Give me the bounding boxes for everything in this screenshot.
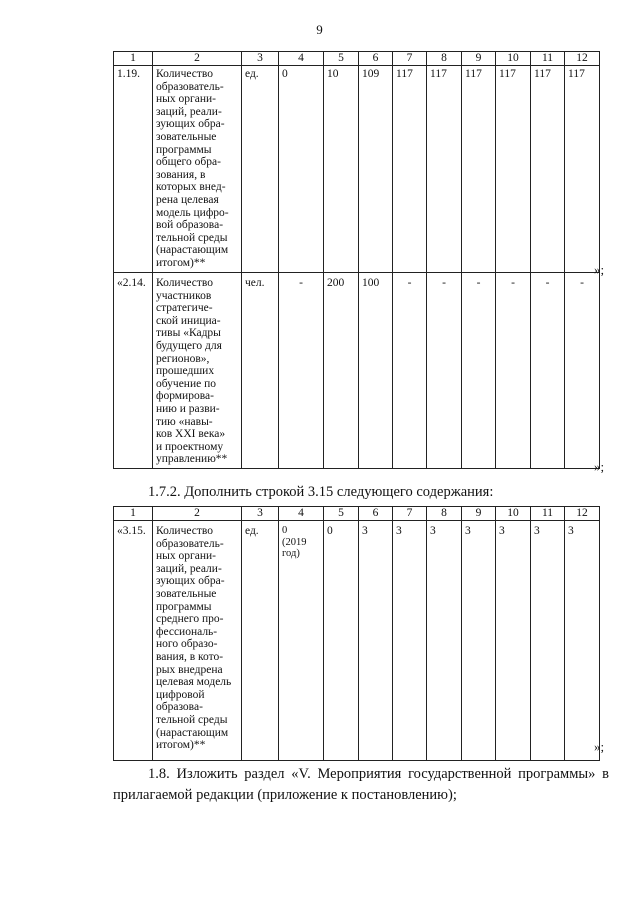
value-cell: 0 (324, 521, 359, 761)
value-cell: 3 (565, 521, 600, 761)
col-header: 11 (531, 507, 565, 521)
paragraph-1-8: 1.8. Изложить раздел «V. Мероприятия государственной программы» в прилагаемой редакции (приложение к постановлению); (113, 766, 609, 803)
value-cell: 100 (359, 273, 393, 469)
value-cell: 3 (462, 521, 496, 761)
value-cell: 3 (359, 521, 393, 761)
col-header: 1 (114, 52, 153, 66)
value-cell: 0 (2019 год) (279, 521, 324, 761)
table-row (114, 273, 600, 469)
col-header: 12 (565, 52, 600, 66)
value-cell: 3 (496, 521, 531, 761)
col-header: 8 (427, 52, 462, 66)
value-cell: - (279, 273, 324, 469)
row-number: 1.19. (114, 66, 153, 273)
indicator-name: Количество образователь- ных органи- заций, реали- зующих обра- зовательные программы среднего про- фессиональ- ного образо- вания, в кото- рых внедрена целевая модель цифровой образова- тельной среды (нарастающим итогом)** (153, 521, 242, 761)
value-cell: - (565, 273, 600, 469)
value-cell: 10 (324, 66, 359, 273)
value-cell: 117 (427, 66, 462, 273)
col-header: 6 (359, 52, 393, 66)
col-header: 2 (153, 507, 242, 521)
value-cell: 3 (531, 521, 565, 761)
value-cell: - (393, 273, 427, 469)
unit: ед. (242, 66, 279, 273)
indicators-table-1 (113, 51, 600, 469)
value-cell: 117 (496, 66, 531, 273)
row-closer: »; (594, 739, 605, 754)
col-header: 5 (324, 52, 359, 66)
col-header: 9 (462, 507, 496, 521)
paragraph-1-7-2: 1.7.2. Дополнить строкой 3.15 следующего содержания: (148, 484, 494, 500)
unit: чел. (242, 273, 279, 469)
row-number: «2.14. (114, 273, 153, 469)
value-cell: 109 (359, 66, 393, 273)
table-header-row (114, 507, 600, 521)
value-cell: - (462, 273, 496, 469)
col-header: 3 (242, 507, 279, 521)
value-cell: 3 (393, 521, 427, 761)
col-header: 1 (114, 507, 153, 521)
col-header: 3 (242, 52, 279, 66)
value-cell: - (496, 273, 531, 469)
table-header-row (114, 52, 600, 66)
col-header: 10 (496, 52, 531, 66)
indicator-name: Количество образователь- ных органи- заций, реали- зующих обра- зовательные программы общего обра- зования, в которых внед- рена целевая модель цифро- вой образова- тельной среды (нарастающим итогом)** (153, 66, 242, 273)
value-cell: 117 (393, 66, 427, 273)
col-header: 7 (393, 507, 427, 521)
table-row (114, 521, 600, 761)
unit: ед. (242, 521, 279, 761)
row-number: «3.15. (114, 521, 153, 761)
col-header: 4 (279, 507, 324, 521)
value-cell: 117 (531, 66, 565, 273)
col-header: 2 (153, 52, 242, 66)
col-header: 9 (462, 52, 496, 66)
col-header: 4 (279, 52, 324, 66)
value-cell: 3 (427, 521, 462, 761)
value-cell: 200 (324, 273, 359, 469)
col-header: 8 (427, 507, 462, 521)
value-cell: 0 (279, 66, 324, 273)
indicator-name: Количество участников стратегиче- ской инициа- тивы «Кадры будущего для регионов», прошедших обучение по формирова- нию и разви- тию «навы- ков XXI века» и проектному управлению** (153, 273, 242, 469)
col-header: 10 (496, 507, 531, 521)
value-cell: - (427, 273, 462, 469)
value-cell: 117 (565, 66, 600, 273)
value-cell: 117 (462, 66, 496, 273)
col-header: 12 (565, 507, 600, 521)
col-header: 5 (324, 507, 359, 521)
indicators-table-2 (113, 506, 600, 761)
col-header: 11 (531, 52, 565, 66)
table-row (114, 66, 600, 273)
col-header: 7 (393, 52, 427, 66)
row-closer: »; (594, 459, 605, 474)
row-closer: »; (594, 262, 605, 277)
value-cell: - (531, 273, 565, 469)
col-header: 6 (359, 507, 393, 521)
page-number: 9 (316, 22, 323, 37)
